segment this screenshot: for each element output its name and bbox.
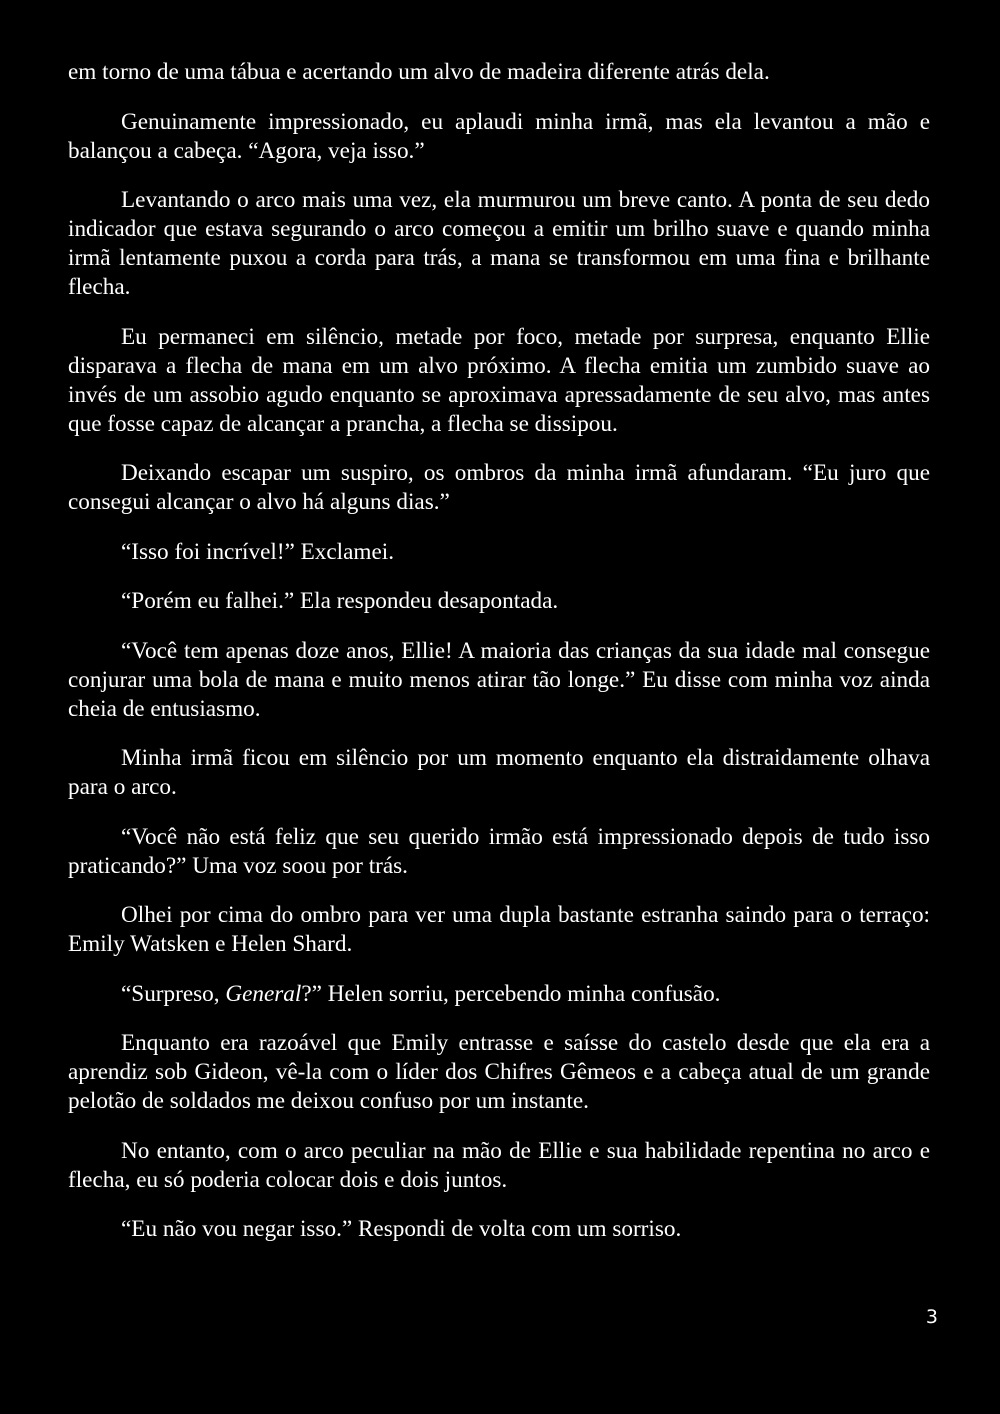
paragraph-surprised: [68, 980, 930, 1009]
paragraph: Deixando escapar um suspiro, os ombros da minha irmã afundaram. “Eu juro que consegui alcançar o alvo há alguns dias.”: [68, 460, 930, 515]
paragraph: em torno de uma tábua e acertando um alvo de madeira diferente atrás dela.: [68, 59, 770, 85]
paragraph: Minha irmã ficou em silêncio por um momento enquanto ela distraidamente olhava para o arco.: [68, 745, 930, 800]
surprised-after: ?” Helen sorriu, percebendo minha confusão.: [301, 980, 721, 1007]
paragraph: Olhei por cima do ombro para ver uma dupla bastante estranha saindo para o terraço: Emily Watsken e Helen Shard.: [68, 902, 930, 957]
paragraph: “Você tem apenas doze anos, Ellie! A maioria das crianças da sua idade mal consegue conjurar uma bola de mana e muito menos atirar tão longe.” Eu disse com minha voz ainda cheia de entusiasmo.: [68, 637, 930, 722]
page-number: 3: [925, 1306, 938, 1328]
paragraph: “Isso foi incrível!” Exclamei.: [121, 538, 394, 565]
paragraph: Genuinamente impressionado, eu aplaudi minha irmã, mas ela levantou a mão e balançou a cabeça. “Agora, veja isso.”: [68, 108, 930, 164]
paragraph: Eu permaneci em silêncio, metade por foco, metade por surpresa, enquanto Ellie disparava a flecha de mana em um alvo próximo. A flecha emitia um zumbido suave ao invés de um assobio agudo enquanto se aproximava apressadamente de seu alvo, mas antes que fosse capaz de alcançar a prancha, a flecha se dissipou.: [68, 323, 930, 437]
surprised-general-italic: General: [225, 980, 302, 1007]
paragraph: No entanto, com o arco peculiar na mão de Ellie e sua habilidade repentina no arco e flecha, eu só poderia colocar dois e dois juntos.: [68, 1137, 930, 1193]
paragraph: Levantando o arco mais uma vez, ela murmurou um breve canto. A ponta de seu dedo indicador que estava segurando o arco começou a emitir um brilho suave e quando minha irmã lentamente puxou a corda para trás, a mana se transformou em uma fina e brilhante flecha.: [68, 187, 930, 300]
paragraph: “Eu não vou negar isso.” Respondi de volta com um sorriso.: [121, 1216, 682, 1242]
page-body: [68, 58, 930, 1265]
paragraph: “Você não está feliz que seu querido irmão está impressionado depois de tudo isso praticando?” Uma voz soou por trás.: [68, 823, 930, 879]
paragraph: Enquanto era razoável que Emily entrasse e saísse do castelo desde que ela era a aprendiz sob Gideon, vê-la com o líder dos Chifres Gêmeos e a cabeça atual de um grande pelotão de soldados me deixou confuso por um instante.: [68, 1030, 930, 1114]
surprised-before: “Surpreso,: [121, 980, 226, 1007]
paragraph: “Porém eu falhei.” Ela respondeu desapontada.: [121, 588, 559, 614]
